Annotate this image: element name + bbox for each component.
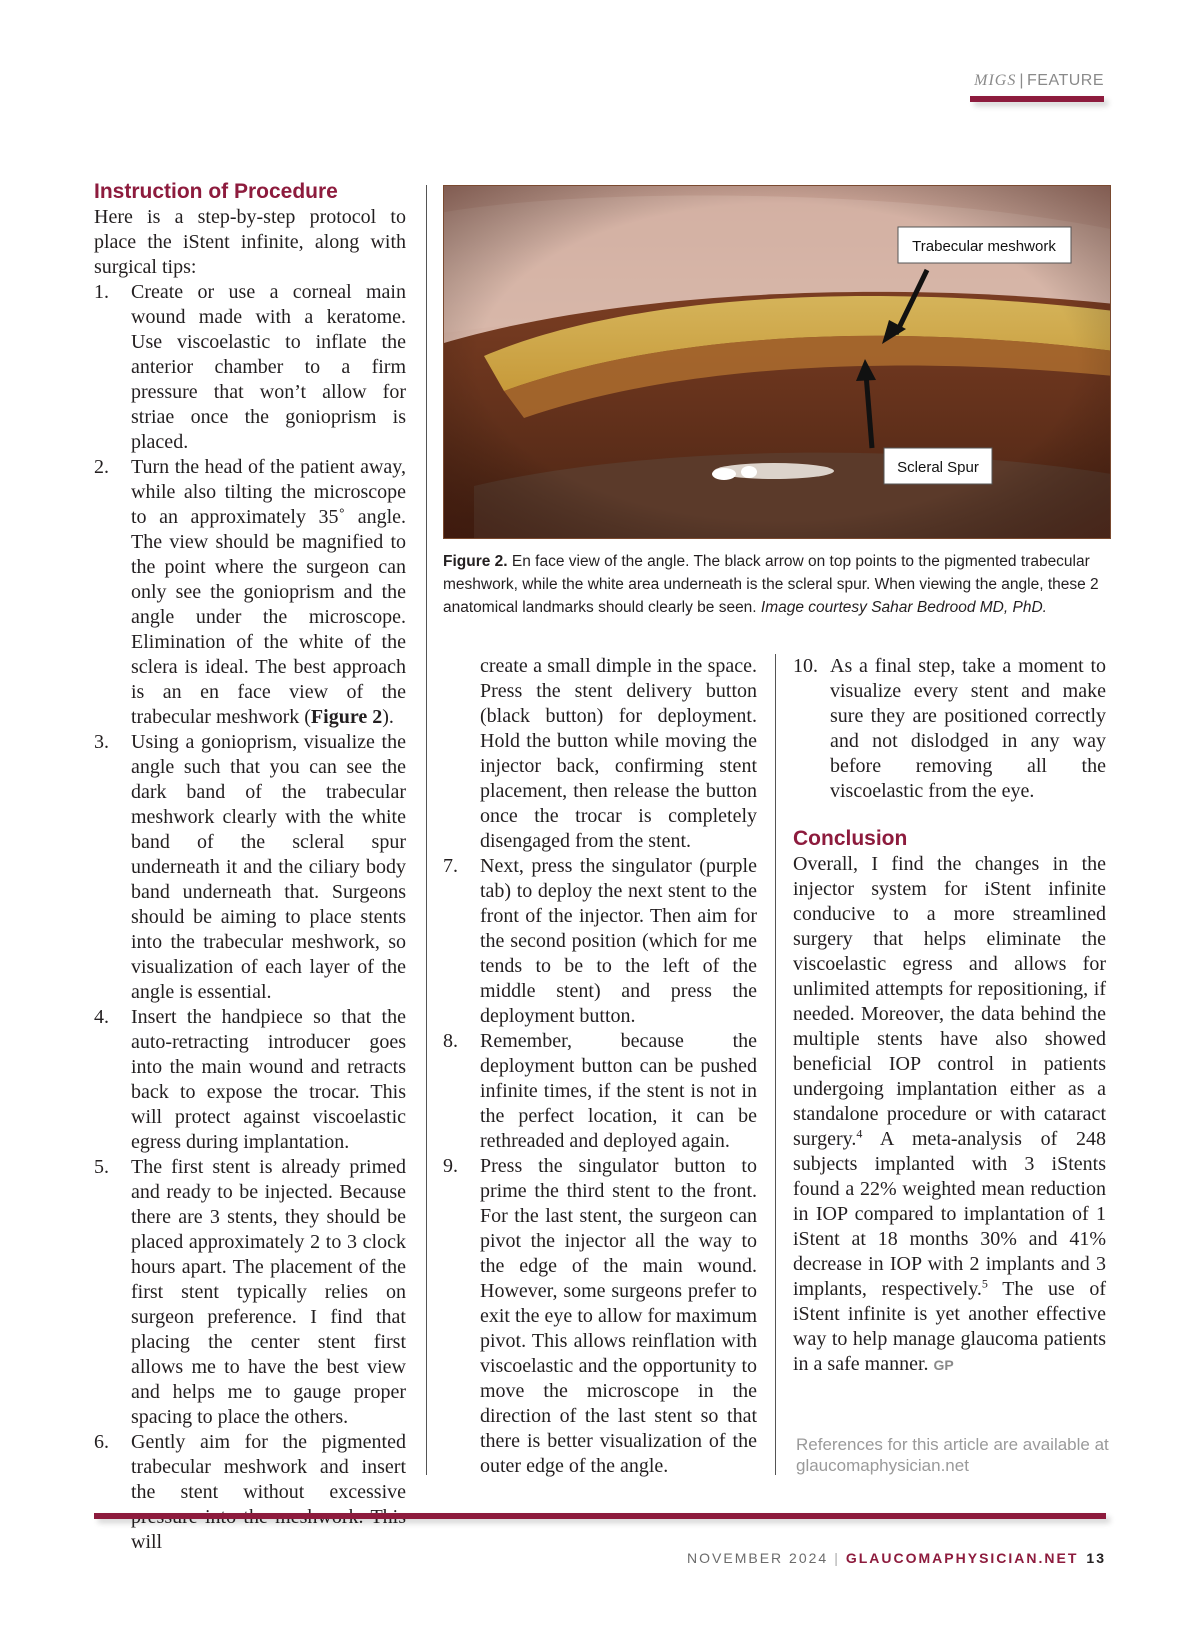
list-item: [94, 1430, 406, 1555]
label-scleral-spur: Scleral Spur: [897, 459, 979, 476]
step-number: 3.: [94, 731, 109, 753]
header-accent-bar: [970, 96, 1104, 102]
end-mark: GP: [933, 1357, 954, 1373]
column-rule-left: [426, 185, 427, 1475]
reference-5: 5: [981, 1276, 988, 1291]
list-item: [94, 730, 406, 1005]
caption-credit: Image courtesy Sahar Bedrood MD, PhD.: [760, 599, 1047, 616]
figure-reference-link[interactable]: Figure 2: [310, 706, 383, 728]
label-trabecular-meshwork: Trabecular meshwork: [912, 238, 1056, 255]
step-text: As a final step, take a moment to visualize every stent and make sure they are positioned correctly and not dislodged in any way before removing all the viscoelastic from the eye.: [830, 655, 1106, 802]
step-number: 9.: [443, 1155, 458, 1177]
step-text: The first stent is already primed and ready to be injected. Because there are 3 stents, they should be placed approximately 2 to 3 clock hours apart. The placement of the first stent typically relies on surgeon preference. I find that placing the center stent first allows me to have the best view and helps me to gauge proper spacing to place the others.: [131, 1156, 406, 1428]
footer-accent-bar: [94, 1513, 1106, 1519]
figure-angle-photo: [443, 185, 1111, 539]
step-text: Using a gonioprism, visualize the angle such that you can see the dark band of the trabecular meshwork clearly with the white band of the scleral spur underneath it and the ciliary body band underneath that. Surgeons should be aiming to place stents into the trabecular meshwork, so visualization of each layer of the angle is essential.: [131, 731, 406, 1003]
list-item: [94, 280, 406, 455]
column-rule-right: [775, 654, 776, 1475]
running-header: [974, 72, 1104, 90]
step-number: 4.: [94, 1006, 109, 1028]
step-text: Create or use a corneal main wound made with a keratome. Use viscoelastic to inflate the anterior chamber to a firm pressure that won’t allow for striae once the gonioprism is placed.: [131, 281, 406, 453]
step-text-part: ).: [382, 706, 394, 728]
column-one: [94, 179, 406, 1555]
procedure-steps: [94, 280, 406, 1555]
heading-conclusion: Conclusion: [793, 827, 908, 850]
list-item: [94, 1005, 406, 1155]
category-label: FEATURE: [1027, 72, 1104, 89]
caption-label: Figure 2.: [443, 553, 508, 570]
procedure-steps-col3: [793, 654, 1106, 804]
step-text: Press the singulator button to prime the third stent to the front. For the last stent, the surgeon can pivot the injector all the way to the edge of the main wound. However, some surgeons prefer to exit the eye to allow for maximum pivot. This allows reinflation with viscoelastic and the opportunity to move the microscope in the direction of the last stent so that there is better visualization of the outer edge of the angle.: [480, 1155, 757, 1477]
references-note: References for this article are available at glaucomaphysician.net: [796, 1435, 1109, 1475]
step-text: Insert the handpiece so that the auto-retracting introducer goes into the main wound and retracts back to expose the trocar. This will protect against viscoelastic egress during implantation.: [131, 1006, 406, 1153]
section-label: MIGS: [974, 72, 1017, 89]
step-number: 5.: [94, 1156, 109, 1178]
intro-paragraph: Here is a step-by-step protocol to place the iStent infinite, along with surgical tips:: [94, 206, 406, 278]
step-continuation: create a small dimple in the space. Press the stent delivery button (black button) for deployment. Hold the button while moving the injector back, confirming stent placement, then release the button once the trocar is completely disengaged from the stent.: [480, 655, 757, 852]
list-item: [793, 654, 1106, 804]
figure-caption: [443, 550, 1103, 619]
page-number: 13: [1086, 1550, 1106, 1566]
step-number: 2.: [94, 456, 109, 478]
conclusion-text: A meta-analysis of 248 subjects implanted with 3 iStents found a 22% weighted mean reduction in IOP compared to implantation of 1 iStent at 18 months 30% and 41% decrease in IOP with 2 implants and 3 implants, respectively.: [793, 1128, 1106, 1300]
list-item: [443, 1154, 757, 1479]
angle-photo-illustration: [444, 186, 1110, 538]
step-number: 6.: [94, 1431, 109, 1453]
reference-4: 4: [856, 1126, 863, 1141]
footer-separator: |: [834, 1550, 840, 1566]
column-two: [443, 654, 757, 1479]
procedure-steps-continued: [443, 654, 757, 854]
procedure-steps-col2: [443, 854, 757, 1479]
footer-date: NOVEMBER 2024: [687, 1550, 829, 1566]
column-three: [793, 654, 1106, 1378]
heading-instruction-of-procedure: Instruction of Procedure: [94, 180, 338, 203]
step-text: [131, 455, 406, 730]
step-text: Next, press the singulator (purple tab) to deploy the next stent to the front of the injector. Then aim for the second position (which for me tends to be to the left of the middle stent) and press the deployment button.: [480, 855, 757, 1027]
caption-text: En face view of the angle. The black arrow on top points to the pigmented trabecular meshwork, while the white area underneath is the scleral spur. When viewing the angle, these 2 anatomical landmarks should clearly be seen.: [443, 553, 1099, 616]
header-separator: |: [1019, 72, 1025, 89]
step-number: 10.: [793, 655, 818, 677]
step-text: Remember, because the deployment button can be pushed infinite times, if the stent is not in the perfect location, it can be rethreaded and deployed again.: [480, 1030, 757, 1152]
list-item: [94, 1155, 406, 1430]
conclusion-paragraph: [793, 852, 1106, 1378]
conclusion-text: The use of iStent infinite is yet another effective way to help manage glaucoma patients in a safe manner.: [793, 1278, 1106, 1375]
footer-site-link[interactable]: GLAUCOMAPHYSICIAN.NET: [845, 1550, 1079, 1566]
step-text-part: Turn the head of the patient away, while also tilting the microscope to an approximately 35˚ angle. The view should be magnified to the point where the surgeon can only see the gonioprism and the angle under the microscope. Elimination of the white of the sclera is ideal. The best approach is an en face view of the trabecular meshwork (: [131, 456, 406, 728]
list-item: [94, 455, 406, 730]
list-item: [443, 854, 757, 1029]
step-number: 1.: [94, 281, 109, 303]
footer: [687, 1550, 1106, 1566]
step-text: Gently aim for the pigmented trabecular meshwork and insert the stent without excessive will: [131, 1431, 406, 1553]
conclusion-text: Overall, I find the changes in the injector system for iStent infinite conducive to a more streamlined surgery that helps eliminate the viscoelastic egress and allows for unlimited attempts for repositioning, if needed. Moreover, the data behind the multiple stents have also showed beneficial IOP control in patients undergoing implantation either as a standalone procedure or with cataract surgery.: [793, 853, 1106, 1150]
step-number: 7.: [443, 855, 458, 877]
step-number: 8.: [443, 1030, 458, 1052]
list-item: [443, 1029, 757, 1154]
